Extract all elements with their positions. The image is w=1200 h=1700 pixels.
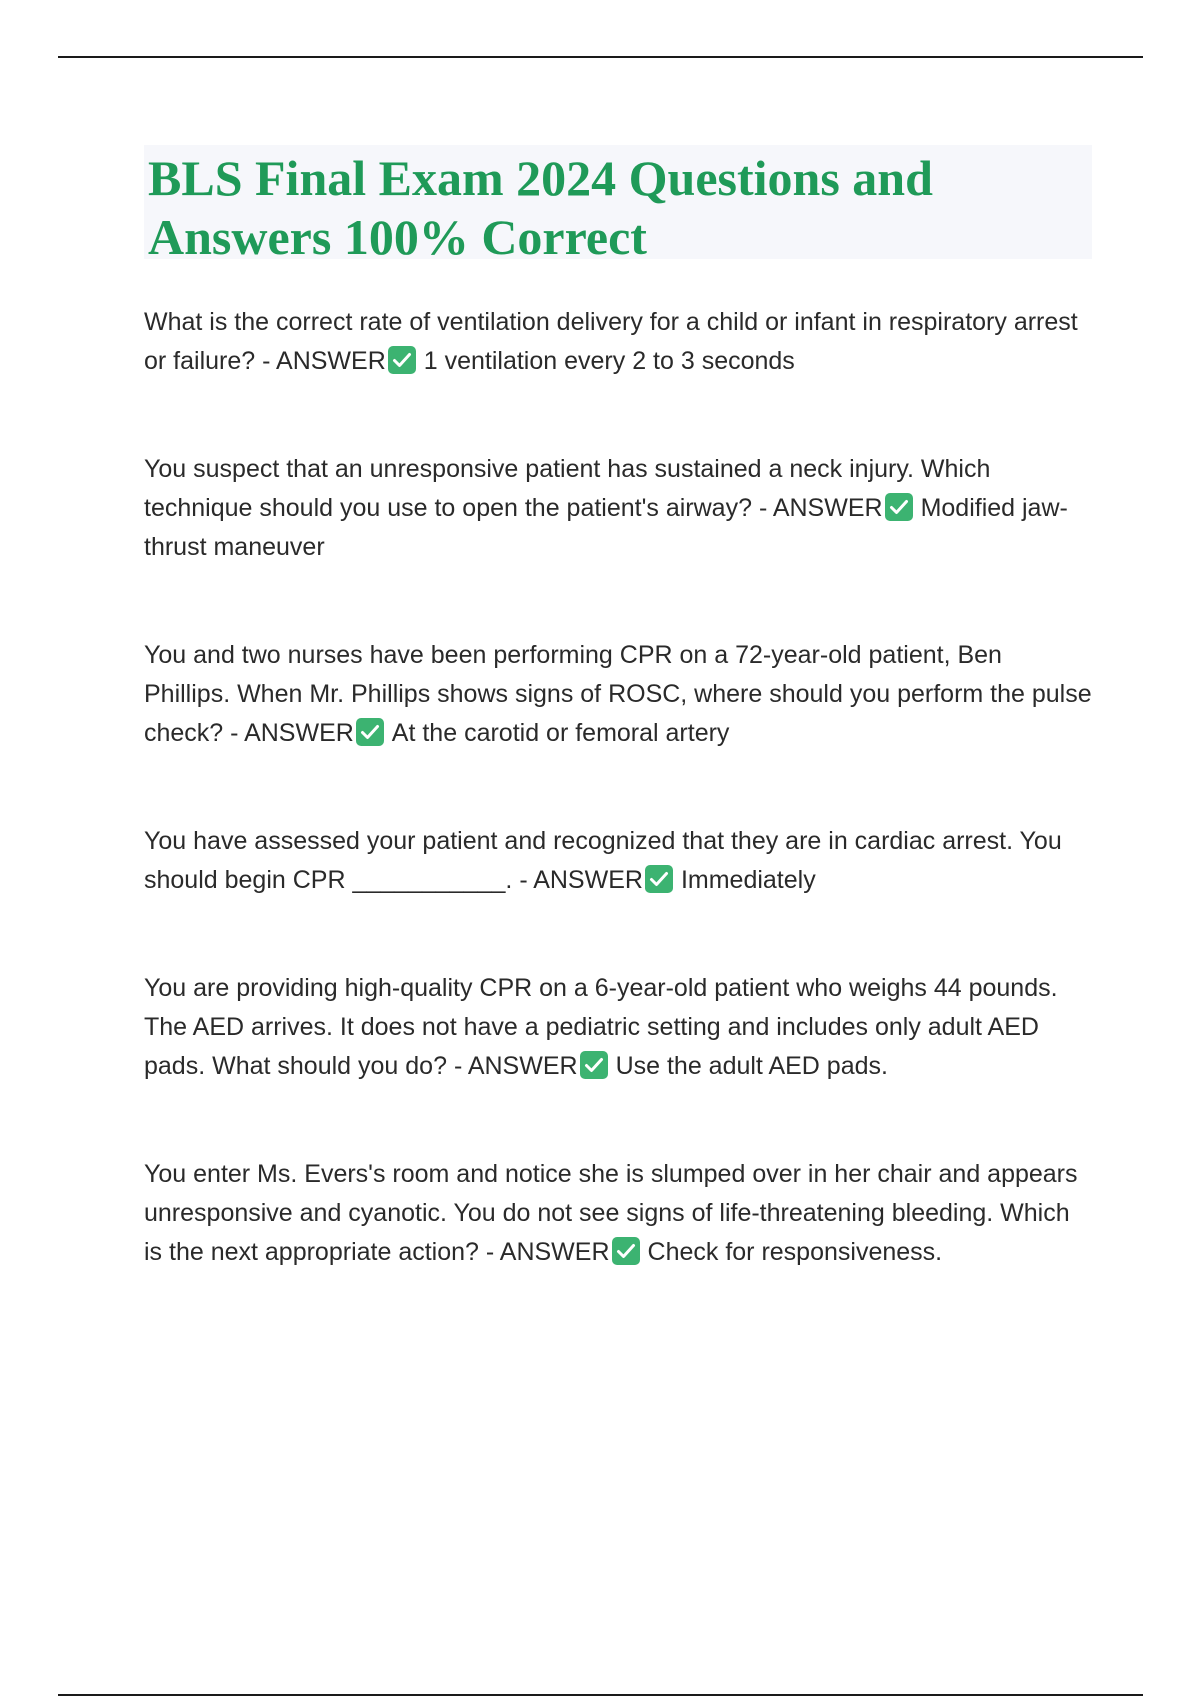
answer-label: - ANSWER [453, 1052, 578, 1080]
question-text: You and two nurses have been performing CPR on a 72-year-old patient, Ben Phillips. When Mr. Phillips shows signs of ROSC, where should you perform the pulse check? [144, 641, 1092, 747]
answer-text: Use the adult AED pads. [615, 1052, 888, 1080]
answer-text: 1 ventilation every 2 to 3 seconds [423, 347, 795, 375]
question-text: You enter Ms. Evers's room and notice she is slumped over in her chair and appears unresponsive and cyanotic. You do not see signs of life-threatening bleeding. Which is the next appropriate action? [144, 1160, 1078, 1266]
question-text: You suspect that an unresponsive patient has sustained a neck injury. Which technique should you use to open the patient's airway? [144, 455, 991, 522]
question-text: What is the correct rate of ventilation delivery for a child or infant in respiratory arrest or failure? [144, 308, 1078, 375]
answer-label: - ANSWER [485, 1238, 610, 1266]
check-mark-icon [388, 346, 416, 374]
answer-text: At the carotid or femoral artery [391, 719, 730, 747]
document-title: BLS Final Exam 2024 Questions and Answers 100% Correct [148, 150, 933, 265]
qa-item [144, 822, 1092, 900]
answer-label: - ANSWER [230, 719, 354, 747]
question-text: You have assessed your patient and recognized that they are in cardiac arrest. You should begin CPR ___________. [144, 827, 1062, 894]
title-banner [144, 145, 1092, 265]
answer-label: - ANSWER [519, 866, 643, 894]
qa-item [144, 303, 1092, 381]
answer-text: Immediately [680, 866, 816, 894]
check-mark-icon [645, 865, 673, 893]
bottom-divider [58, 1694, 1143, 1696]
document-body [144, 145, 1092, 1341]
check-mark-icon [356, 718, 384, 746]
answer-label: - ANSWER [758, 494, 883, 522]
answer-label: - ANSWER [262, 347, 386, 375]
qa-list [144, 303, 1092, 1272]
check-mark-icon [580, 1051, 608, 1079]
check-mark-icon [885, 493, 913, 521]
qa-item [144, 1155, 1092, 1272]
qa-item [144, 636, 1092, 753]
qa-item [144, 450, 1092, 567]
question-text: You are providing high-quality CPR on a 6-year-old patient who weighs 44 pounds. The AED arrives. It does not have a pediatric setting and includes only adult AED pads. What should you do? [144, 974, 1058, 1080]
answer-text: Modified jaw-thrust maneuver [144, 494, 1068, 561]
answer-text: Check for responsiveness. [647, 1238, 943, 1266]
qa-item [144, 969, 1092, 1086]
check-mark-icon [612, 1237, 640, 1265]
top-divider [58, 56, 1143, 58]
